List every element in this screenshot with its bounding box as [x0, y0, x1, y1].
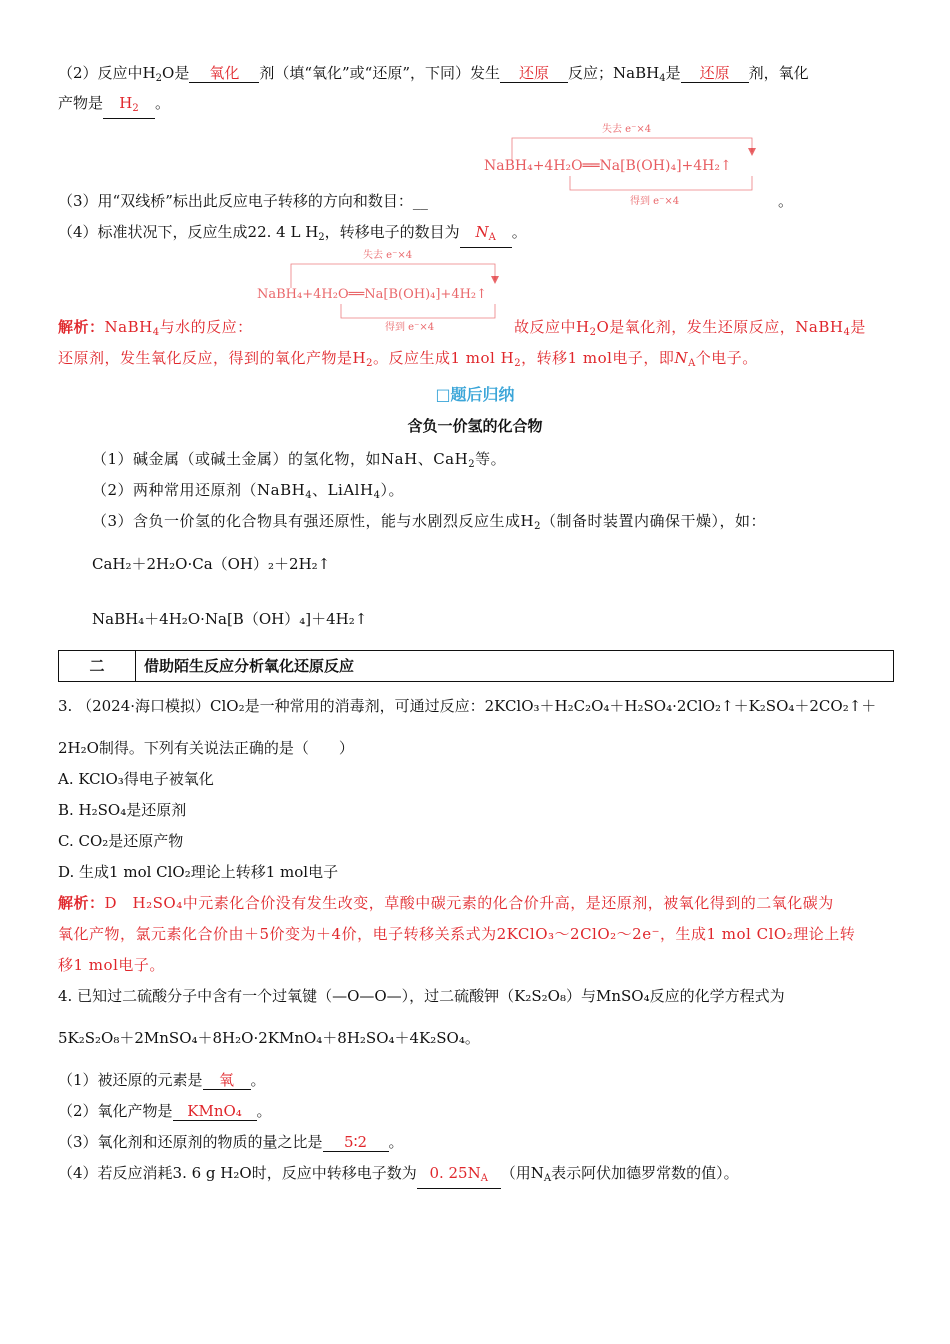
q3-line: （3）用“双线桥”标出此反应电子转移的方向和数目：__ 。: [58, 192, 794, 210]
q2-line1: （2）反应中$H_2O$是 氧化 剂（填“氧化”或“还原”，下同）发生 还原 反应；NaBH$_4$是 还原 剂，氧化: [58, 64, 809, 84]
summary-item-2: （2）两种常用还原剂（NaBH$_4$、LiAlH$_4$）。: [92, 481, 404, 501]
q4-answer: $N_A$: [460, 223, 512, 248]
q4-answer-3: 5∶2: [323, 1133, 389, 1152]
section-header: [58, 650, 894, 682]
gain-label: 得到 e⁻×4: [630, 196, 680, 207]
option-d: D. 生成1 mol ClO₂理论上转移1 mol电子: [58, 863, 339, 881]
q4-answer-1: 氧: [203, 1071, 251, 1090]
summary-eq-2: NaBH₄＋4H₂O·Na[B（OH）₄]＋4H₂↑: [92, 610, 368, 628]
summary-subtitle: 含负一价氢的化合物: [407, 417, 543, 435]
analysis-2-line2: 氧化产物，氯元素化合价由＋5价变为＋4价，电子转移关系式为2KClO₃～2ClO₂～2e⁻，生成1 mol ClO₂理论上转: [58, 925, 856, 943]
option-b: B. H₂SO₄是还原剂: [58, 801, 187, 819]
question-3-line2: 2H₂O制得。下列有关说法正确的是（ ）: [58, 739, 354, 757]
analysis-2-line3: 移1 mol电子。: [58, 956, 165, 974]
q4-line: （4）标准状况下，反应生成22. 4 L $H_2$，转移电子的数目为 $N_A$ 。: [58, 221, 892, 249]
gain-bridge: [570, 176, 752, 190]
lose-label: 失去 e⁻×4: [602, 124, 652, 135]
question-4-sub-1: （1）被还原的元素是 氧 。: [58, 1071, 266, 1089]
analysis-2-line1: 解析：D H₂SO₄中元素化合价没有发生改变，草酸中碳元素的化合价升高，是还原剂，被氧化得到的二氧化碳为: [58, 894, 834, 912]
q2-line2: 产物是 $H_2$ 。: [58, 92, 892, 119]
q2-answer-4: $H_2$: [103, 94, 155, 119]
analysis-1-line2: 还原剂，发生氧化反应，得到的氧化产物是$H_2$。反应生成1 mol $H_2$，转移1 mol电子，即$N_A$个电子。: [58, 349, 758, 369]
equation: NaBH₄+4H₂O══Na[B(OH)₄]+4H₂↑: [484, 158, 732, 174]
question-3-line1: 3. （2024·海口模拟）ClO₂是一种常用的消毒剂，可通过反应：2KClO₃＋H₂C₂O₄＋H₂SO₄·2ClO₂↑＋K₂SO₄＋2CO₂↑＋: [58, 697, 877, 715]
question-4-equation: 5K₂S₂O₈＋2MnSO₄＋8H₂O·2KMnO₄＋8H₂SO₄＋4K₂SO₄。: [58, 1029, 480, 1047]
summary-item-3: （3）含负一价氢的化合物具有强还原性，能与水剧烈反应生成$H_2$（制备时装置内确保干燥），如：: [92, 512, 767, 532]
summary-item-1: （1）碱金属（或碱土金属）的氢化物，如NaH、CaH$_2$等。: [92, 450, 507, 470]
summary-eq-1: CaH₂＋2H₂O·Ca（OH）₂＋2H₂↑: [92, 555, 331, 573]
section-title: 借助陌生反应分析氧化还原反应: [144, 657, 355, 675]
q2-answer-3: 还原: [681, 64, 749, 83]
q4-answer-4: 0. $25N_A$: [417, 1164, 501, 1189]
section-number: 二: [59, 651, 136, 681]
option-c: C. CO₂是还原产物: [58, 832, 184, 850]
lose-arrowhead: [748, 148, 756, 156]
q2-answer-2: 还原: [500, 64, 568, 83]
svg-text:NaBH₄+4H₂O══Na[B(OH)₄]+4H₂↑: NaBH₄+4H₂O══Na[B(OH)₄]+4H₂↑: [257, 287, 488, 302]
q2-answer-1: 氧化: [189, 64, 259, 83]
svg-text:得到 e⁻×4: 得到 e⁻×4: [385, 322, 435, 333]
summary-title: □题后归纳: [435, 385, 515, 404]
option-a: A. KClO₃得电子被氧化: [58, 770, 214, 788]
analysis-1-line1: 解析：NaBH$_4$与水的反应： 故反应中$H_2O$是氧化剂，发生还原反应，NaBH$_4$是: [58, 318, 866, 338]
question-4-sub-3: （3）氧化剂和还原剂的物质的量之比是 5∶2 。: [58, 1133, 404, 1151]
q4-answer-2: KMnO₄: [173, 1102, 257, 1121]
question-4-line1: 4. 已知过二硫酸分子中含有一个过氧键（—O—O—），过二硫酸钾（K₂S₂O₈）与MnSO₄反应的化学方程式为: [58, 987, 785, 1005]
lose-bridge: [512, 138, 752, 160]
svg-text:失去 e⁻×4: 失去 e⁻×4: [363, 250, 413, 261]
question-4-sub-4: （4）若反应消耗3. 6 g H₂O时，反应中转移电子数为 0. $25N_A$ （用$N_A$表示阿伏加德罗常数的值）。: [58, 1162, 892, 1190]
question-4-sub-2: （2）氧化产物是 KMnO₄ 。: [58, 1102, 272, 1120]
